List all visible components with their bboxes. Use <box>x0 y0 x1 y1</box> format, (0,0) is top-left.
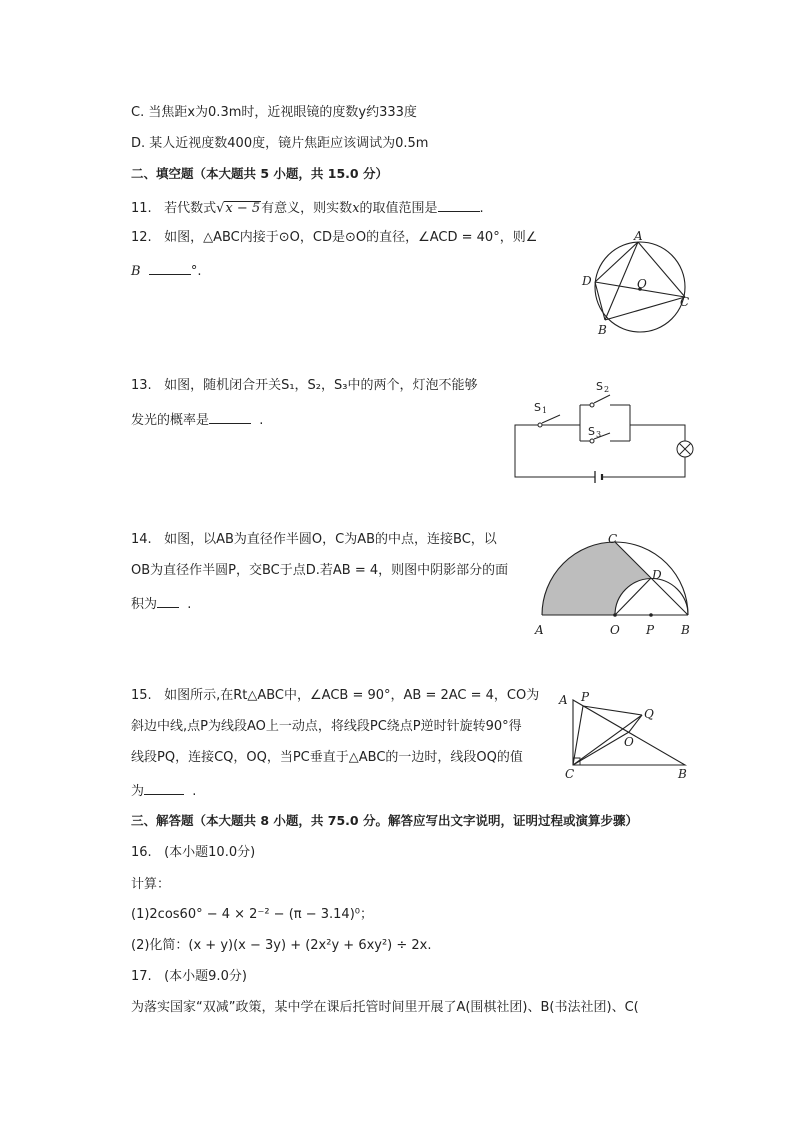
q13-text2: 发光的概率是 <box>131 413 210 428</box>
q13-answer-blank[interactable] <box>209 409 251 424</box>
question-15-line4 <box>131 780 196 801</box>
q12-var: B <box>131 264 141 279</box>
s2-pivot <box>590 403 594 407</box>
q14-text: 如图，以AB为直径作半圆O，C为AB的中点，连接BC，以 <box>164 532 497 547</box>
question-12-line1 <box>131 229 537 247</box>
q14-end: . <box>187 597 192 612</box>
label-p: P <box>646 623 655 637</box>
q15-text4: 为 <box>131 784 145 799</box>
label-s3-sub: 3 <box>596 430 602 439</box>
q11-pre: 若代数式 <box>164 201 217 216</box>
question-13-line2 <box>131 409 263 430</box>
question-16-header <box>131 844 255 862</box>
segment-pc <box>573 706 583 765</box>
label-s2: S <box>596 380 603 393</box>
s1-lever <box>542 415 560 423</box>
q14-text3: 积为 <box>131 597 158 612</box>
q17-number: 17. <box>131 969 152 984</box>
label-c: C <box>680 295 690 309</box>
section-solve-title: 三、解答题（本大题共 8 小题，共 75.0 分。解答应写出文字说明，证明过程或演算步骤） <box>131 813 638 828</box>
q15-text: 如图所示,在Rt△ABC中，∠ACB = 90°，AB = 2AC = 4，CO为 <box>164 688 540 703</box>
label-s3: S <box>588 425 595 438</box>
label-s1-sub: 1 <box>542 406 548 415</box>
q11-answer-blank[interactable] <box>438 197 480 212</box>
q14-number: 14. <box>131 532 152 547</box>
s1-pivot <box>538 423 542 427</box>
q13-end: . <box>259 413 264 428</box>
figure-14-semicircles <box>530 530 700 645</box>
q13-number: 13. <box>131 378 152 393</box>
sqrt-symbol: √ <box>216 201 225 216</box>
q14-answer-blank[interactable] <box>157 593 179 608</box>
q15-number: 15. <box>131 688 152 703</box>
q17-line1: 为落实国家“双减”政策，某中学在课后托管时间里开展了A(围棋社团)、B(书法社团)、C( <box>131 1000 639 1015</box>
label-s2-sub: 2 <box>604 385 610 394</box>
question-14-line3 <box>131 593 191 614</box>
label-o: O <box>637 277 647 291</box>
question-14-line2: OB为直径作半圆P，交BC于点D.若AB = 4，则图中阴影部分的面 <box>131 563 509 578</box>
question-11 <box>131 197 484 218</box>
label-c: C <box>608 532 618 546</box>
q11-end: . <box>479 201 484 216</box>
option-c: C. 当焦距x为0.3m时，近视眼镜的度数y约333度 <box>131 105 417 120</box>
q16-part1: (1)2cos60° − 4 × 2⁻² − (π − 3.14)⁰； <box>131 907 373 922</box>
question-15-line2: 斜边中线,点P为线段AO上一动点，将线段PC绕点P逆时针旋转90°得 <box>131 719 522 734</box>
figure-15-triangle <box>555 685 695 780</box>
wire-right-bottom <box>602 457 685 477</box>
question-12-line2 <box>131 260 201 281</box>
q11-post: 的取值范围是 <box>359 201 438 216</box>
label-c: C <box>565 767 575 781</box>
question-15-line3: 线段PQ，连接CQ，OQ，当PC垂直于△ABC的一边时，线段OQ的值 <box>131 750 523 765</box>
q16-score: (本小题10.0分) <box>164 845 256 860</box>
figure-13-circuit <box>510 375 700 490</box>
section-fill-blank-title: 二、填空题（本大题共 5 小题，共 15.0 分） <box>131 166 388 181</box>
q15-end: . <box>192 784 197 799</box>
q12-end: °. <box>190 264 202 279</box>
label-q: Q <box>644 707 654 721</box>
point-p <box>649 613 653 617</box>
median-co <box>573 732 629 765</box>
label-o: O <box>624 735 634 749</box>
q11-number: 11. <box>131 201 152 216</box>
q16-part2: (2)化简：(x + y)(x − 3y) + (2x²y + 6xy²) ÷ 2x. <box>131 938 432 953</box>
question-15-line1 <box>131 687 539 705</box>
point-o <box>613 613 617 617</box>
s3-pivot <box>590 439 594 443</box>
label-a: A <box>559 693 568 707</box>
question-13-line1 <box>131 377 477 395</box>
label-d: D <box>652 568 662 582</box>
option-d: D. 某人近视度数400度，镜片焦距应该调试为0.5m <box>131 136 429 151</box>
q17-score: (本小题9.0分) <box>164 969 247 984</box>
wire-to-bulb <box>630 425 685 441</box>
q12-answer-blank[interactable] <box>149 260 191 275</box>
q12-text: 如图，△ABC内接于⊙O，CD是⊙O的直径，∠ACD = 40°，则∠ <box>164 230 538 245</box>
label-p: P <box>581 690 590 704</box>
question-14-line1 <box>131 531 497 549</box>
label-s1: S <box>534 401 541 414</box>
shaded-region <box>542 542 651 615</box>
q11-var: x <box>352 201 360 216</box>
label-b: B <box>598 323 607 337</box>
s2-lever <box>594 395 610 403</box>
q11-radicand: x − 5 <box>225 201 261 216</box>
label-a: A <box>634 229 643 243</box>
q12-number: 12. <box>131 230 152 245</box>
segment-db <box>595 282 605 320</box>
segment-bc <box>605 297 685 320</box>
label-b: B <box>678 767 687 781</box>
figure-12-circle <box>560 225 710 340</box>
question-17-header <box>131 968 247 986</box>
label-d: D <box>582 274 592 288</box>
q11-mid: 有意义，则实数 <box>261 201 353 216</box>
q15-answer-blank[interactable] <box>144 780 184 795</box>
q13-text: 如图，随机闭合开关S₁，S₂，S₃中的两个，灯泡不能够 <box>164 378 478 393</box>
label-o: O <box>610 623 620 637</box>
label-a: A <box>535 623 544 637</box>
q16-number: 16. <box>131 845 152 860</box>
label-b: B <box>681 623 690 637</box>
wire-left-bottom <box>515 425 595 477</box>
q16-intro: 计算： <box>131 877 171 892</box>
